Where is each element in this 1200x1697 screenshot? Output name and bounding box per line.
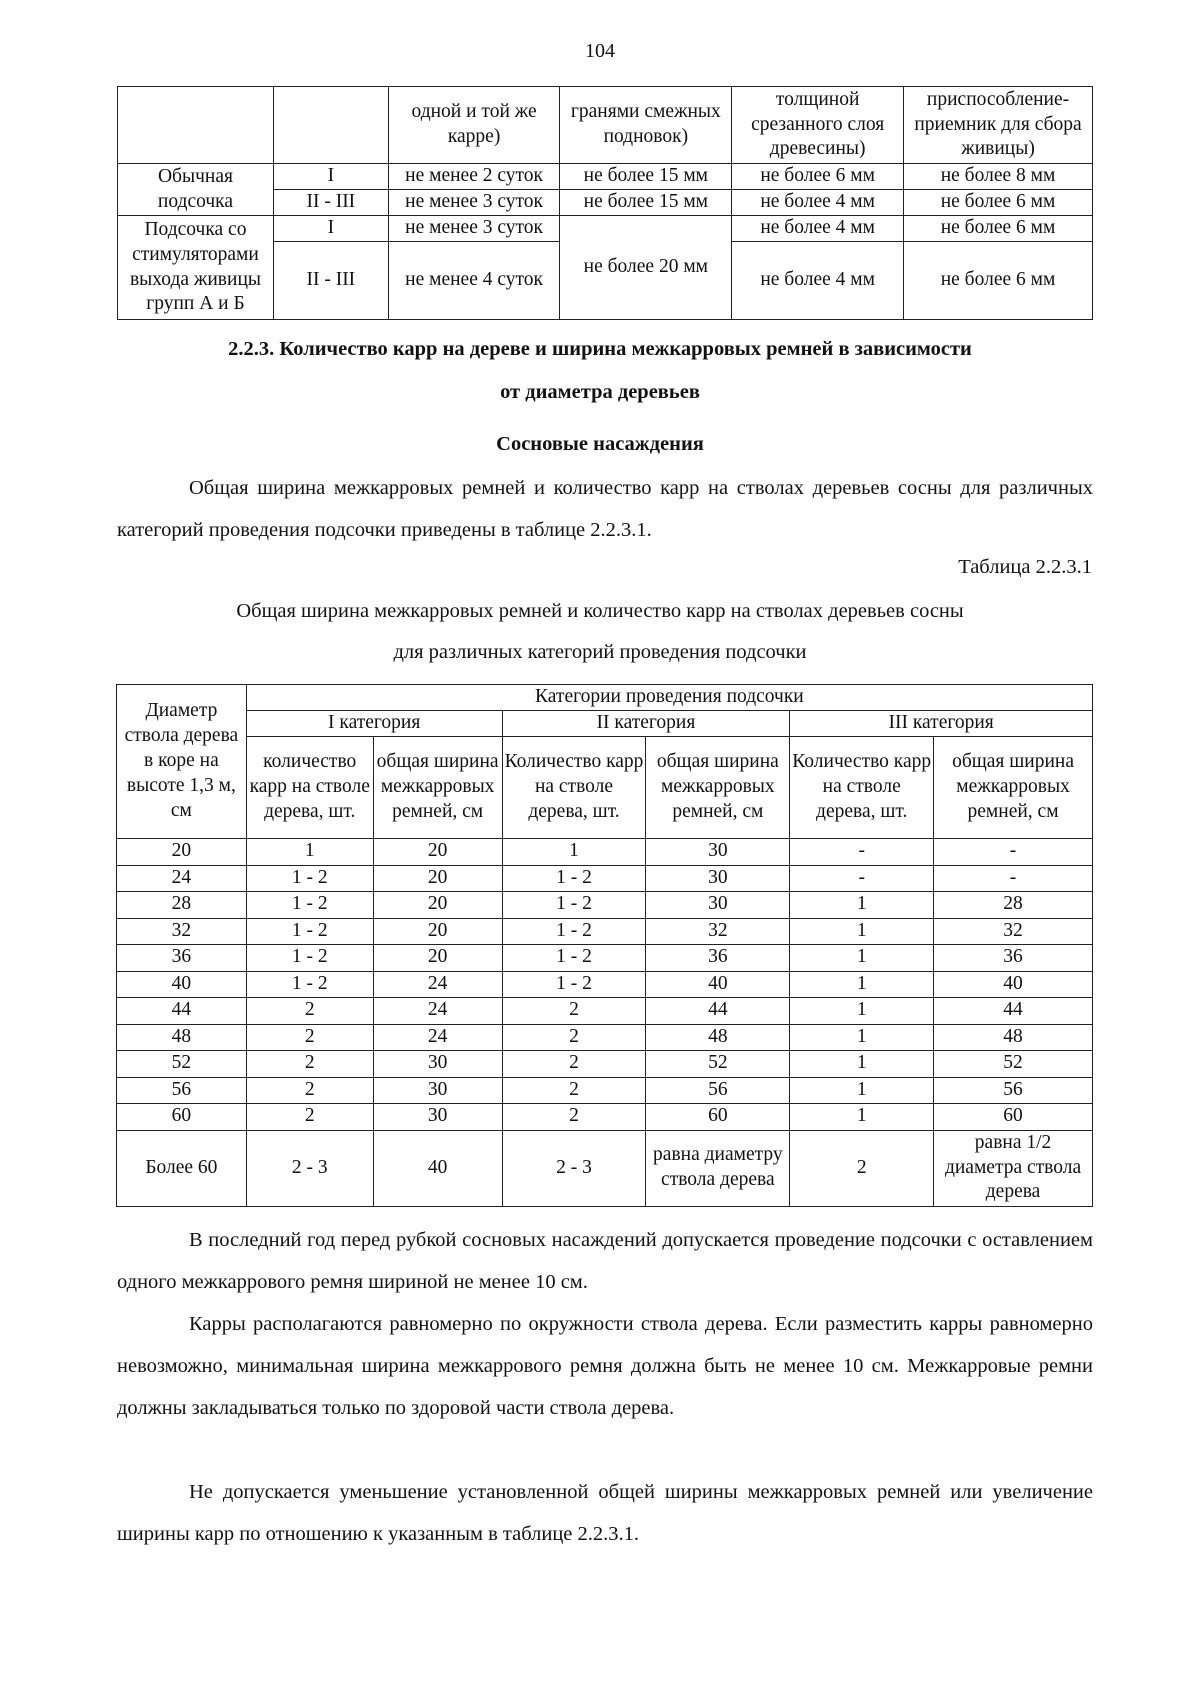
table-row [118,164,1093,190]
header-cell: приспособление-приемник для сбора живицы) [904,87,1093,164]
main-table [116,684,1093,1207]
table-row [117,998,1093,1025]
header-cell: одной и той же карре) [388,87,560,164]
table-row [117,865,1093,892]
table-cell: 20 [373,839,502,866]
table-cell: 1 [790,945,934,972]
table-cell: 36 [646,945,790,972]
sub-header: общая ширина межкарровых ремней, см [646,737,790,839]
category-header: III категория [790,711,1093,737]
table-cell: 44 [934,998,1093,1025]
table-header-row [117,685,1093,711]
table-cell: 36 [934,945,1093,972]
table-cell: равна 1/2 диаметра ствола дерева [934,1130,1093,1206]
table-row [118,216,1093,242]
table-cell: не более 20 мм [560,216,732,320]
table-cell: 1 [502,839,646,866]
previous-table [117,86,1093,320]
table-header-row [118,87,1093,164]
table-cell: 1 - 2 [246,918,373,945]
header-cell [118,87,274,164]
table-cell: не более 15 мм [560,164,732,190]
table-cell: 1 [790,1104,934,1131]
table-cell: 40 [646,971,790,998]
table-cell: не более 6 мм [904,190,1093,216]
section-heading: 2.2.3. Количество карр на дереве и ширина межкарровых ремней в зависимости [228,338,972,360]
table-cell: не менее 4 суток [388,242,560,320]
paragraph-1: В последний год перед рубкой сосновых насаждений допускается проведение подсочки с оставлением одного межкаррового ремня шириной не менее 10 см. [117,1229,1093,1293]
table-cell: 2 [246,1077,373,1104]
table-cell: не более 6 мм [732,164,904,190]
table-cell: 1 [790,1051,934,1078]
diameter-cell: 20 [117,839,247,866]
table-cell: не более 4 мм [732,242,904,320]
header-cell: толщиной срезанного слоя древесины) [732,87,904,164]
table-cell: 30 [646,892,790,919]
table-cell: 1 - 2 [502,918,646,945]
diameter-cell: 40 [117,971,247,998]
table-cell: 24 [373,971,502,998]
table-header-row [117,737,1093,839]
subheading: Сосновые насаждения [496,433,704,455]
table-cell: не более 4 мм [732,190,904,216]
table-cell: - [934,839,1093,866]
table-cell: 2 [246,1051,373,1078]
table-cell: 48 [646,1024,790,1051]
group-label: Подсочка со стимуляторами выхода живицы групп А и Б [118,216,274,320]
page-number: 104 [585,40,615,62]
table-cell: не более 8 мм [904,164,1093,190]
table-cell: 24 [373,1024,502,1051]
table-cell: 32 [934,918,1093,945]
table-cell: 2 [502,998,646,1025]
table-cell: равна диаметру ствола дерева [646,1130,790,1206]
table-cell: 1 - 2 [502,892,646,919]
table-cell: 2 [502,1104,646,1131]
diameter-cell: 28 [117,892,247,919]
sub-header: количество карр на стволе дерева, шт. [246,737,373,839]
paragraph-2: Карры располагаются равномерно по окружности ствола дерева. Если разместить карры равномерно невозможно, минимальная ширина межкаррового ремня должна быть не менее 10 см. Межкарровые ремни должны закладываться только по здоровой части ствола дерева. [117,1313,1093,1419]
table-cell: 2 [246,1104,373,1131]
category-header: I категория [246,711,502,737]
table-cell: 24 [373,998,502,1025]
table-cell: 1 [790,1077,934,1104]
table-cell: II - III [273,242,388,320]
table-cell: не менее 3 суток [388,216,560,242]
table-cell: 44 [646,998,790,1025]
diameter-cell: 52 [117,1051,247,1078]
table-cell: 30 [373,1077,502,1104]
table-cell: 30 [373,1104,502,1131]
table-cell: 1 [790,971,934,998]
table-row [117,839,1093,866]
diameter-cell: 48 [117,1024,247,1051]
table-cell: 40 [373,1130,502,1206]
diameter-cell: 36 [117,945,247,972]
table-cell: 20 [373,892,502,919]
table-cell: 2 [502,1077,646,1104]
table-cell: - [790,865,934,892]
table-cell: 56 [646,1077,790,1104]
table-label: Таблица 2.2.3.1 [958,556,1092,578]
table-cell: I [273,216,388,242]
section-heading-continued: от диаметра деревьев [500,381,700,403]
table-cell: 2 [502,1024,646,1051]
table-cell: 1 - 2 [502,865,646,892]
sub-header: общая ширина межкарровых ремней, см [934,737,1093,839]
table-cell: 2 [246,1024,373,1051]
table-cell: 1 - 2 [246,892,373,919]
sub-header: Количество карр на стволе дерева, шт. [790,737,934,839]
table-cell: 20 [373,945,502,972]
table-row [117,892,1093,919]
table-row [117,1104,1093,1131]
diameter-cell: 44 [117,998,247,1025]
table-cell: 28 [934,892,1093,919]
table-row [117,918,1093,945]
table-row [117,1051,1093,1078]
table-cell: 20 [373,865,502,892]
table-row [117,1077,1093,1104]
paragraph-3: Не допускается уменьшение установленной общей ширины межкарровых ремней или увеличение ширины карр по отношению к указанным в таблице 2.2.3.1. [117,1481,1093,1545]
table-cell: 30 [373,1051,502,1078]
table-cell: 32 [646,918,790,945]
table-cell: 1 - 2 [502,971,646,998]
table-cell: 1 - 2 [246,865,373,892]
table-row [117,1024,1093,1051]
table-cell: 60 [646,1104,790,1131]
table-cell: 1 [790,892,934,919]
table-cell: 2 - 3 [502,1130,646,1206]
table-cell: II - III [273,190,388,216]
header-cell [273,87,388,164]
table-cell: не более 6 мм [904,216,1093,242]
categories-header: Категории проведения подсочки [246,685,1092,711]
diameter-cell: 56 [117,1077,247,1104]
table-cell: - [790,839,934,866]
table-cell: 52 [934,1051,1093,1078]
diameter-cell: 60 [117,1104,247,1131]
table-cell: 40 [934,971,1093,998]
sub-header: общая ширина межкарровых ремней, см [373,737,502,839]
table-caption: Общая ширина межкарровых ремней и количество карр на стволах деревьев сосны [236,600,964,622]
table-row [117,1130,1093,1206]
table-cell: 2 [790,1130,934,1206]
table-cell: не менее 3 суток [388,190,560,216]
sub-header: Количество карр на стволе дерева, шт. [502,737,646,839]
category-header: II категория [502,711,790,737]
intro-paragraph: Общая ширина межкарровых ремней и количество карр на стволах деревьев сосны для различных категорий проведения подсочки приведены в таблице 2.2.3.1. [117,477,1093,541]
table-cell: 1 [790,918,934,945]
table-cell: 60 [934,1104,1093,1131]
diameter-cell: 32 [117,918,247,945]
table-cell: 1 - 2 [246,945,373,972]
diameter-cell: Более 60 [117,1130,247,1206]
table-cell: 1 [246,839,373,866]
table-cell: 1 - 2 [246,971,373,998]
group-label: Обычная подсочка [118,164,274,216]
table-header-row [117,711,1093,737]
table-cell: не более 15 мм [560,190,732,216]
table-cell: I [273,164,388,190]
table-cell: 48 [934,1024,1093,1051]
table-cell: 2 - 3 [246,1130,373,1206]
table-cell: 2 [502,1051,646,1078]
header-cell: гранями смежных подновок) [560,87,732,164]
table-cell: 1 - 2 [502,945,646,972]
table-cell: 1 [790,1024,934,1051]
table-cell: не более 6 мм [904,242,1093,320]
table-caption-continued: для различных категорий проведения подсочки [393,641,807,663]
table-cell: 1 [790,998,934,1025]
table-cell: 56 [934,1077,1093,1104]
table-row [117,945,1093,972]
table-cell: не менее 2 суток [388,164,560,190]
diameter-header: Диаметр ствола дерева в коре на высоте 1,3 м, см [117,685,247,839]
table-cell: 20 [373,918,502,945]
table-row [117,971,1093,998]
table-cell: - [934,865,1093,892]
table-cell: 30 [646,839,790,866]
table-cell: 52 [646,1051,790,1078]
diameter-cell: 24 [117,865,247,892]
table-cell: 2 [246,998,373,1025]
table-cell: не более 4 мм [732,216,904,242]
table-cell: 30 [646,865,790,892]
